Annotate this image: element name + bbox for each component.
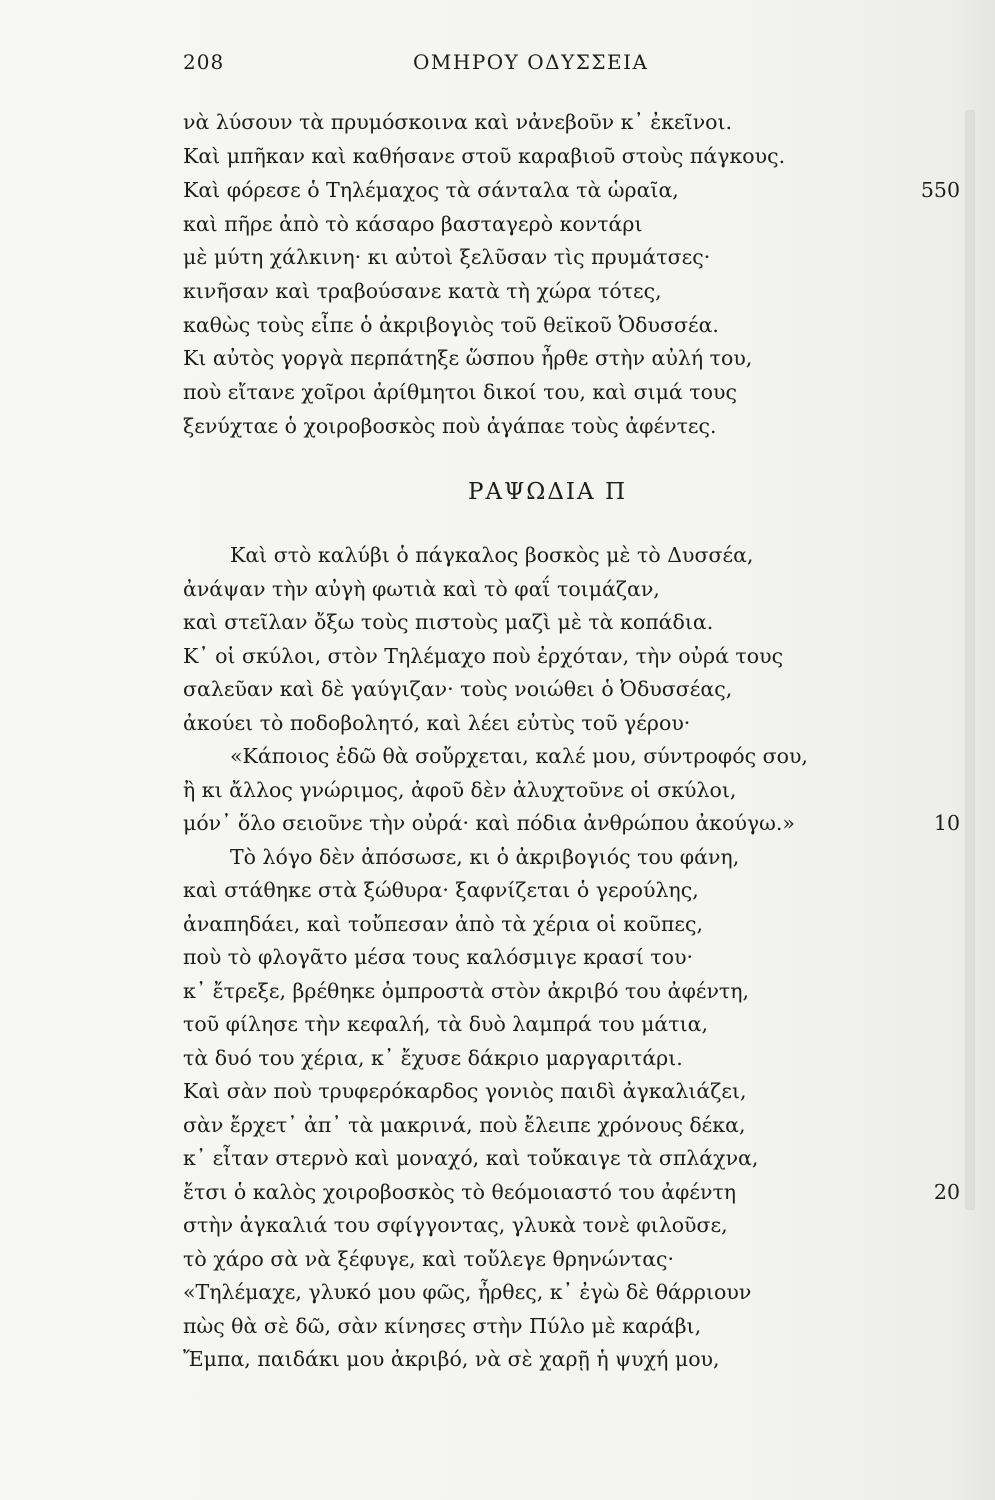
line-number: 10 <box>933 811 960 835</box>
verse-line: ἢ κι ἄλλος γνώριμος, ἀφοῦ δὲν ἀλυχτοῦνε οἱ σκύλοι, <box>183 778 737 802</box>
verse-line: Κι αὐτὸς γοργὰ περπάτηξε ὥσπου ἦρθε στὴν αὐλή του, <box>183 346 753 370</box>
bleed-through-shadow <box>965 110 975 1210</box>
page-number: 208 <box>183 50 225 74</box>
verse-line: καθὼς τοὺς εἶπε ὁ ἀκριβογιὸς τοῦ θεϊκοῦ Ὀδυσσέα. <box>183 313 719 337</box>
verse-line: σαλεῦαν καὶ δὲ γαύγιζαν· τοὺς νοιώθει ὁ Ὀδυσσέας, <box>183 677 733 701</box>
verse-line: στὴν ἀγκαλιά του σφίγγοντας, γλυκὰ τονὲ φιλοῦσε, <box>183 1213 728 1237</box>
verse-line: «Τηλέμαχε, γλυκό μου φῶς, ἦρθες, κ᾿ ἐγὼ δὲ θάρριουν <box>183 1280 752 1304</box>
line-number: 20 <box>933 1180 960 1204</box>
book-title: ΡΑΨΩΔΙΑ Π <box>468 479 627 505</box>
verse-line: τὸ χάρο σὰ νὰ ξέφυγε, καὶ τοὔλεγε θρηνώντας· <box>183 1247 675 1271</box>
verse-line: κ᾿ ἔτρεξε, βρέθηκε ὀμπροστὰ στὸν ἀκριβό του ἀφέντη, <box>183 979 750 1003</box>
verse-line: Τὸ λόγο δὲν ἀπόσωσε, κι ὁ ἀκριβογιός του φάνη, <box>230 845 740 869</box>
verse-line: νὰ λύσουν τὰ πρυμόσκοινα καὶ νἀνεβοῦν κ᾿ ἐκεῖνοι. <box>183 110 733 134</box>
verse-line: Καὶ σὰν ποὺ τρυφερόκαρδος γονιὸς παιδὶ ἀγκαλιάζει, <box>183 1079 747 1103</box>
verse-line: κινῆσαν καὶ τραβούσανε κατὰ τὴ χώρα τότες, <box>183 279 662 303</box>
verse-line: μὲ μύτη χάλκινη· κι αὐτοὶ ξελῦσαν τὶς πρυμάτσες· <box>183 245 711 269</box>
page-header <box>183 50 973 80</box>
verse-line: Καὶ φόρεσε ὁ Τηλέμαχος τὰ σάνταλα τὰ ὡραῖα, <box>183 178 679 202</box>
verse-line: ἀναπηδάει, καὶ τοὔπεσαν ἀπὸ τὰ χέρια οἱ κοῦπες, <box>183 912 704 936</box>
verse-line: τὰ δυό του χέρια, κ᾿ ἔχυσε δάκριο μαργαριτάρι. <box>183 1046 683 1070</box>
verse-line: «Κάποιος ἐδῶ θὰ σοὔρχεται, καλέ μου, σύντροφός σου, <box>230 744 808 768</box>
verse-line: κ᾿ εἶταν στερνὸ καὶ μοναχό, καὶ τοὔκαιγε τὰ σπλάχνα, <box>183 1146 759 1170</box>
line-number: 550 <box>920 178 960 202</box>
verse-line: πὼς θὰ σὲ δῶ, σὰν κίνησες στὴν Πύλο μὲ καράβι, <box>183 1314 702 1338</box>
verse-line: ξενύχταε ὁ χοιροβοσκὸς ποὺ ἀγάπαε τοὺς ἀφέντες. <box>183 414 717 438</box>
verse-line: Καὶ στὸ καλύβι ὁ πάγκαλος βοσκὸς μὲ τὸ Δυσσέα, <box>230 543 754 567</box>
verse-line: Καὶ μπῆκαν καὶ καθήσανε στοῦ καραβιοῦ στοὺς πάγκους. <box>183 144 786 168</box>
verse-line: καὶ στάθηκε στὰ ξώθυρα· ξαφνίζεται ὁ γερούλης, <box>183 878 699 902</box>
running-title: ΟΜΗΡΟΥ ΟΔΥΣΣΕΙΑ <box>413 50 649 74</box>
verse-line: τοῦ φίλησε τὴν κεφαλή, τὰ δυὸ λαμπρά του μάτια, <box>183 1012 708 1036</box>
verse-line: Ἔμπα, παιδάκι μου ἀκριβό, νὰ σὲ χαρῇ ἡ ψυχή μου, <box>183 1347 720 1371</box>
verse-line: μόν᾿ ὅλο σειοῦνε τὴν οὐρά· καὶ πόδια ἀνθρώπου ἀκούγω.» <box>183 811 795 835</box>
verse-line: ποὺ τὸ φλογᾶτο μέσα τους καλόσμιγε κρασί του· <box>183 945 694 969</box>
verse-line: ποὺ εἴτανε χοῖροι ἀρίθμητοι δικοί του, καὶ σιμά τους <box>183 380 737 404</box>
verse-line: καὶ στεῖλαν ὄξω τοὺς πιστοὺς μαζὶ μὲ τὰ κοπάδια. <box>183 610 714 634</box>
verse-line: Κ᾿ οἱ σκύλοι, στὸν Τηλέμαχο ποὺ ἐρχόταν, τὴν οὐρά τους <box>183 644 784 668</box>
verse-line: σὰν ἔρχετ᾿ ἀπ᾿ τὰ μακρινά, ποὺ ἔλειπε χρόνους δέκα, <box>183 1113 746 1137</box>
verse-line: ἔτσι ὁ καλὸς χοιροβοσκὸς τὸ θεόμοιαστό του ἀφέντη <box>183 1180 737 1204</box>
verse-line: καὶ πῆρε ἀπὸ τὸ κάσαρο βασταγερὸ κοντάρι <box>183 212 643 236</box>
verse-line: ἀνάψαν τὴν αὐγὴ φωτιὰ καὶ τὸ φαΐ τοιμάζαν, <box>183 577 660 601</box>
verse-line: ἀκούει τὸ ποδοβολητό, καὶ λέει εὐτὺς τοῦ γέρου· <box>183 711 691 735</box>
